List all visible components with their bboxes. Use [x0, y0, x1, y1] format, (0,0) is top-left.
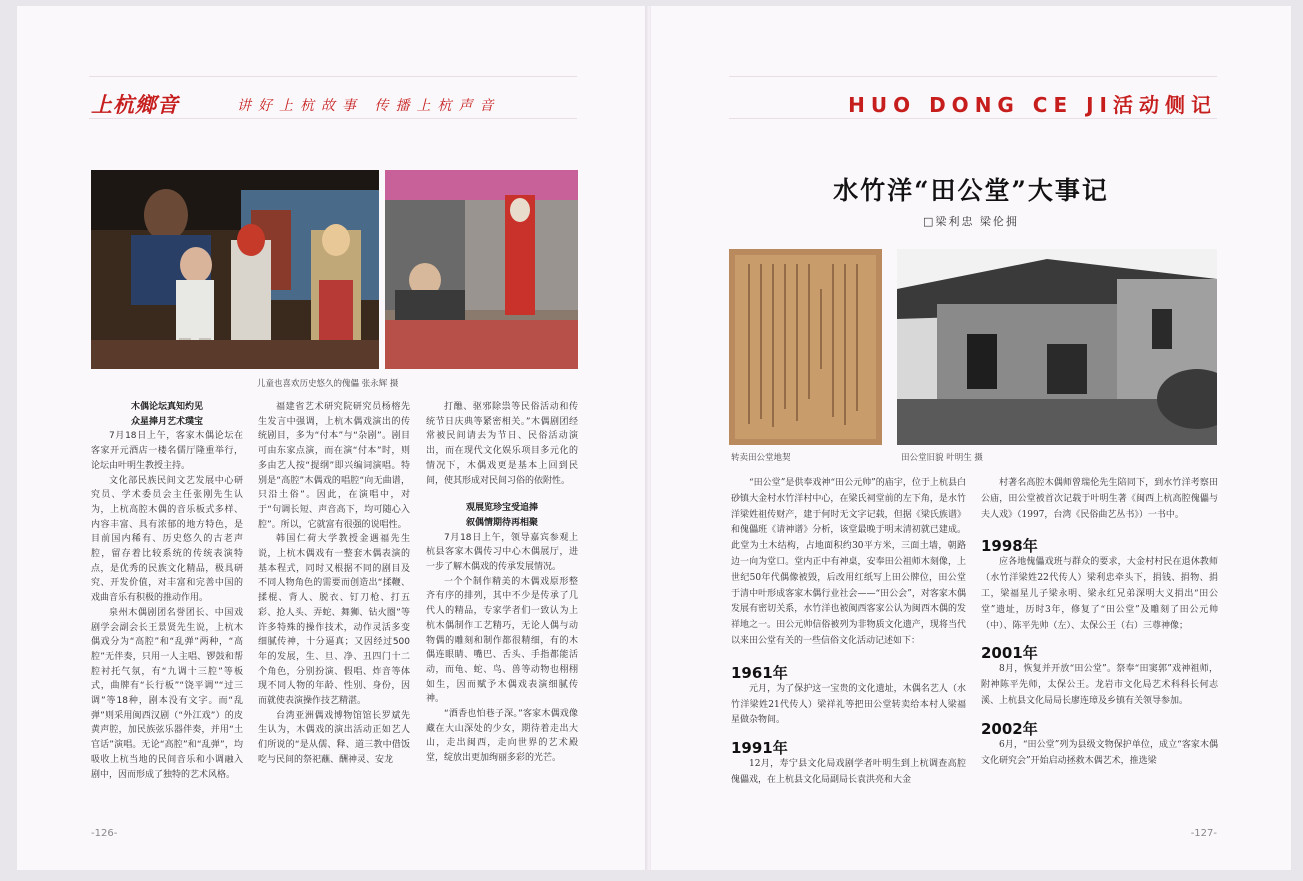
paragraph: 文化部民族民间文艺发展中心研究员、学术委员会主任张刚先生认为，上杭高腔木偶的音乐板式多样、内容丰富、具有浓郁的地方特色，是目前国内稀有、历史悠久的古老声腔，留存着比较系统的传统表演特点，是优秀的民族文化精品，极具研究、开发价值，对丰富和完善中国的戏曲音乐有积极的推动作用。: [91, 475, 243, 604]
header-slogan: 讲好上杭故事 传播上杭声音: [237, 98, 501, 114]
intro-paragraph: “田公堂”是供奉戏神“田公元帅”的庙宇，位于上杭县白砂镇大金村水竹洋村中心，在梁氏祠堂前的左下角，是水竹洋梁姓祖传财产，建于何时无文字记载，但据《梁氏族谱》和傀儡班《请神谱》分析，该堂最晚于明末清初就已建成。此堂为土木结构，占地面积约30平方米，三面土墙，朝路边一向为堂口。堂内正中有神桌，安奉田公祖师木刻像，上世纪50年代偶像被毁，后改用红纸写上田公牌位，田公堂于清中叶形成客家木偶行业社会——“田公会”，对客家木偶发展有密切关系，水竹洋也被闽西客家公认为闽西木偶的发祥地之一。田公元帅信俗被列为非物质文化遗产，现将当代以来田公堂有关的一些信俗文化活动记述如下：: [731, 478, 966, 646]
year-heading: 2002年: [981, 719, 1038, 738]
header-bottom-rule: [729, 118, 1217, 119]
header-top-rule: [89, 76, 577, 77]
magazine-brand-logo: 上杭鄉音: [91, 92, 179, 117]
subhead-line-2: 众星捧月艺术璞宝: [130, 416, 203, 427]
land-deed-photo: [729, 249, 882, 445]
article-title: 水竹洋“田公堂”大事记: [833, 176, 1109, 205]
chronicle-column-2: [981, 476, 1218, 769]
puppet-photo-child: [91, 170, 379, 369]
article-byline: □梁利忠 梁伦拥: [923, 215, 1019, 228]
article-column-1: [91, 400, 243, 782]
entry-text: 12月，寿宁县文化局戏剧学者叶明生到上杭调查高腔傀儡戏，在上杭县文化局副局长袁洪亮和大金: [731, 759, 966, 785]
hall-photo-caption: 田公堂旧貌 叶明生 摄: [901, 453, 983, 463]
photo-caption: 儿童也喜欢历史悠久的傀儡 张永辉 摄: [257, 379, 399, 389]
paragraph: “酒香也怕巷子深。”客家木偶戏像藏在大山深处的少女，期待着走出大山，走出闽西，走向世界的艺术殿堂，绽放出更加绚丽多彩的光芒。: [426, 709, 578, 764]
paragraph: 韩国仁荷大学教授金遇福先生说，上杭木偶戏有一整套木偶表演的基本程式，同时又根据不同的剧目及不同人物角色的需要而创造出“揉鞭、揉棍、背人、脱衣、钉刀枪、打五彩、抢人头、弄蛇、舞狮、钻火圈”等许多特殊的操作技术，动作灵活多变细腻传神，十分逼真；又因经过500年的发展，生、旦、净、丑四门十二个角色，分别扮演、假唱、炸音等体现不同人物的年龄、性别、身份，因而就使表演操作技艺精湛。: [258, 534, 410, 707]
subhead-line-1: 观展览珍宝受追捧: [465, 503, 538, 514]
chronicle-column-1: [731, 476, 966, 789]
entry-text: 应各地傀儡戏班与群众的要求，大金村村民在退休教师（水竹洋梁姓22代传人）梁利忠牵头下，捐钱、捐物、捐工，梁福星儿子梁永明、梁永红兄弟深明大义捐出“田公堂”遗址，历时3年，修复了“田公堂”及雕刻了田公元帅（中）、陈平先帅（左）、太保公王（右）三尊神像；: [981, 557, 1218, 631]
section-tag: HUO DONG CE JI活动侧记: [848, 93, 1217, 117]
paragraph: 打醮、驱邪除祟等民俗活动和传统节日庆典等紧密相关。”木偶剧团经常被民间请去为节日、民俗活动演出，而在现代文化娱乐项目多元化的情况下，木偶戏更是基本上回到民间，使其形成对民间习俗的依附性。: [426, 402, 578, 486]
intro-paragraph: 村著名高腔木偶师曾瑞伦先生陪同下，到水竹洋考察田公庙，田公堂被首次记载于叶明生著《闽西上杭高腔傀儡与夫人戏》（1997，台湾《民俗曲艺丛书》）一书中。: [981, 478, 1218, 520]
right-page: [651, 6, 1291, 870]
paragraph: 福建省艺术研究院研究员杨榕先生发言中强调，上杭木偶戏演出的传统剧目，多为“付本”与“杂剧”。剧目可由东家点演，而在演“付本”时，则多由艺人按“提纲”即兴编词演唱。特别是“高腔”木偶戏的唱腔“向无曲谱，只沿土俗”。因此，在演唱中，对于“句调长短、声音高下，均可随心入腔”。所以，它就富有很强的说唱性。: [258, 402, 410, 530]
paragraph: 一个个制作精美的木偶戏原形整齐有序的排列，其中不少是传承了几代人的精品，专家学者们一致认为上杭木偶制作工艺精巧，无论人偶与动物偶的雕刻和制作都很精细，有的木偶连眼睛、嘴巴、舌头、手指都能活动，而龟、蛇、鸟、兽等动物也栩栩如生，因而赋予木偶戏表演细腻传神。: [426, 576, 578, 705]
article-column-2: [258, 400, 410, 768]
paragraph: 7月18日上午，客家木偶论坛在客家开元酒店一楼名儒厅隆重举行，论坛由叶明生教授主持。: [91, 431, 243, 471]
header-bottom-rule: [89, 118, 577, 119]
entry-text: 8月，恢复并开放“田公堂”。祭奉“田窦郭”戏神祖师，附神陈平先师，太保公王。龙岩市文化局艺术科科长何志溪、上杭县文化局局长廖连璋及乡镇有关领导参加。: [981, 664, 1218, 706]
deed-photo-caption: 转卖田公堂地契: [731, 453, 791, 463]
paragraph: 泉州木偶剧团名誉团长、中国戏剧学会副会长王景贤先生说，上杭木偶戏分为“高腔”和“乱弹”两种，“高腔”无伴奏，只用一人主唱、锣鼓和帮腔衬托气氛，有“九调十三腔”等板式，曲牌有“长行板”“饶平调”“过三调”等18种，剧本没有文字。而“乱弹”则采用闽西汉剧（“外江戏”）的皮黄声腔，加民族弦乐器伴奏，并用“土官话”演唱。无论“高腔”和“乱弹”，均吸收上杭当地的民间音乐和小调融入剧中，因而形成了独特的艺术风格。: [91, 607, 243, 780]
page-number: -126-: [91, 828, 118, 839]
year-heading: 2001年: [981, 644, 1038, 663]
header-top-rule: [729, 76, 1217, 77]
paragraph: 台湾亚洲偶戏博物馆馆长罗斌先生认为，木偶戏的演出活动正如艺人们所说的“是从儒、释、道三教中借饭吃与民间的祭祀蘸、酬神灵、安龙: [258, 710, 410, 765]
page-number: -127-: [1190, 828, 1217, 839]
subhead-line-1: 木偶论坛真知灼见: [130, 402, 203, 412]
entry-text: 6月，“田公堂”列为县级文物保护单位，成立“客家木偶文化研究会”开始启动拯救木偶艺术，推选梁: [981, 739, 1218, 766]
article-column-3: [426, 400, 578, 766]
year-heading: 1961年: [731, 663, 788, 682]
left-page: [17, 6, 647, 870]
paragraph: 7月18日上午，领导嘉宾参观上杭县客家木偶传习中心木偶展厅，进一步了解木偶戏的传承发展情况。: [426, 532, 578, 573]
entry-text: 元月，为了保护这一宝贵的文化遗址，木偶名艺人（水竹洋梁姓21代传人）梁祥礼等把田公堂转卖给本村人梁福星做杂物间。: [731, 683, 966, 726]
year-heading: 1991年: [731, 739, 788, 758]
subhead-line-2: 叙偶情期待再相聚: [465, 517, 538, 528]
year-heading: 1998年: [981, 537, 1038, 556]
old-tiangong-hall-photo: [897, 249, 1217, 445]
puppet-photo-boy: [385, 170, 578, 369]
